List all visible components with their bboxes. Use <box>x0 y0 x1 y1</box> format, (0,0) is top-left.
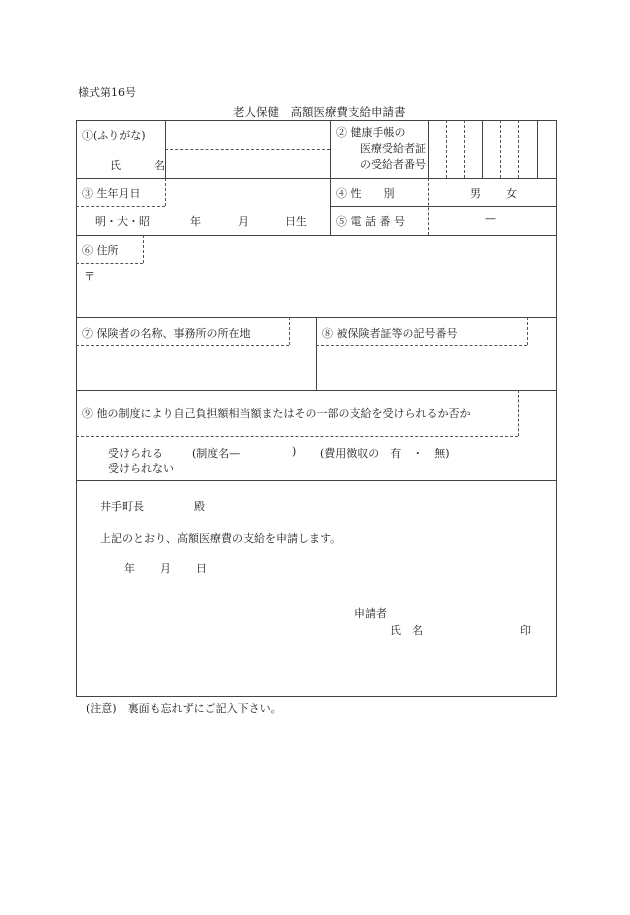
gender-male[interactable]: 男 <box>470 187 481 200</box>
date-month-unit: 月 <box>160 562 171 575</box>
program-name-label: (制度名— <box>192 447 241 460</box>
name-field[interactable] <box>168 152 328 176</box>
insured-number-label: ⑧ 被保険者証等の記号番号 <box>322 327 458 340</box>
furigana-field[interactable] <box>168 125 328 147</box>
furigana-label: ①(ふりがな) <box>82 129 146 142</box>
fee-collection-options[interactable]: (費用徴収の 有 ・ 無) <box>320 447 450 460</box>
insured-number-field[interactable] <box>320 350 552 386</box>
name-label: 氏 名 <box>110 159 165 172</box>
applicant-name-label: 氏 名 <box>390 624 423 637</box>
other-program-question: ⑨ 他の制度により自己負担額相当額またはその一部の支給を受けられるか否か <box>82 407 471 420</box>
recipient-number-field[interactable] <box>430 124 535 176</box>
insurer-field[interactable] <box>80 350 312 386</box>
program-name-field[interactable] <box>255 445 289 459</box>
phone-field[interactable]: — <box>485 212 496 225</box>
applicant-name-field[interactable] <box>430 620 510 636</box>
option-not-eligible[interactable]: 受けられない <box>108 462 174 475</box>
honorific: 殿 <box>194 500 205 513</box>
date-day-unit: 日 <box>196 562 207 575</box>
postal-mark: 〒 <box>84 270 95 283</box>
birth-year-unit: 年 <box>190 215 201 228</box>
recipient-number-label: ② 健康手帳の 医療受給者証 の受給者番号 <box>336 126 426 171</box>
form-title: 老人保健 高額医療費支給申請書 <box>233 105 406 119</box>
application-statement: 上記のとおり、高額医療費の支給を申請します。 <box>100 532 342 545</box>
form-number: 様式第16号 <box>78 86 136 99</box>
option-eligible[interactable]: 受けられる <box>108 447 163 460</box>
era-options[interactable]: 明・大・昭 <box>95 215 150 228</box>
seal-mark: 印 <box>520 624 531 637</box>
phone-label: ⑤ 電 話 番 号 <box>336 215 405 228</box>
birth-month-unit: 月 <box>238 215 249 228</box>
insurer-label: ⑦ 保険者の名称、事務所の所在地 <box>82 327 251 340</box>
applicant-label: 申請者 <box>354 607 387 620</box>
program-name-close: ) <box>292 445 297 458</box>
gender-label: ④ 性 別 <box>336 187 395 200</box>
birth-day-unit: 日生 <box>285 215 307 228</box>
address-field[interactable] <box>100 268 550 312</box>
footer-note: (注意) 裏面も忘れずにご記入下さい。 <box>86 702 282 715</box>
addressee: 井手町長 <box>100 500 144 513</box>
birthdate-label: ③ 生年月日 <box>82 187 141 200</box>
date-year-unit: 年 <box>124 562 135 575</box>
gender-female[interactable]: 女 <box>506 187 517 200</box>
address-label: ⑥ 住所 <box>82 244 119 257</box>
